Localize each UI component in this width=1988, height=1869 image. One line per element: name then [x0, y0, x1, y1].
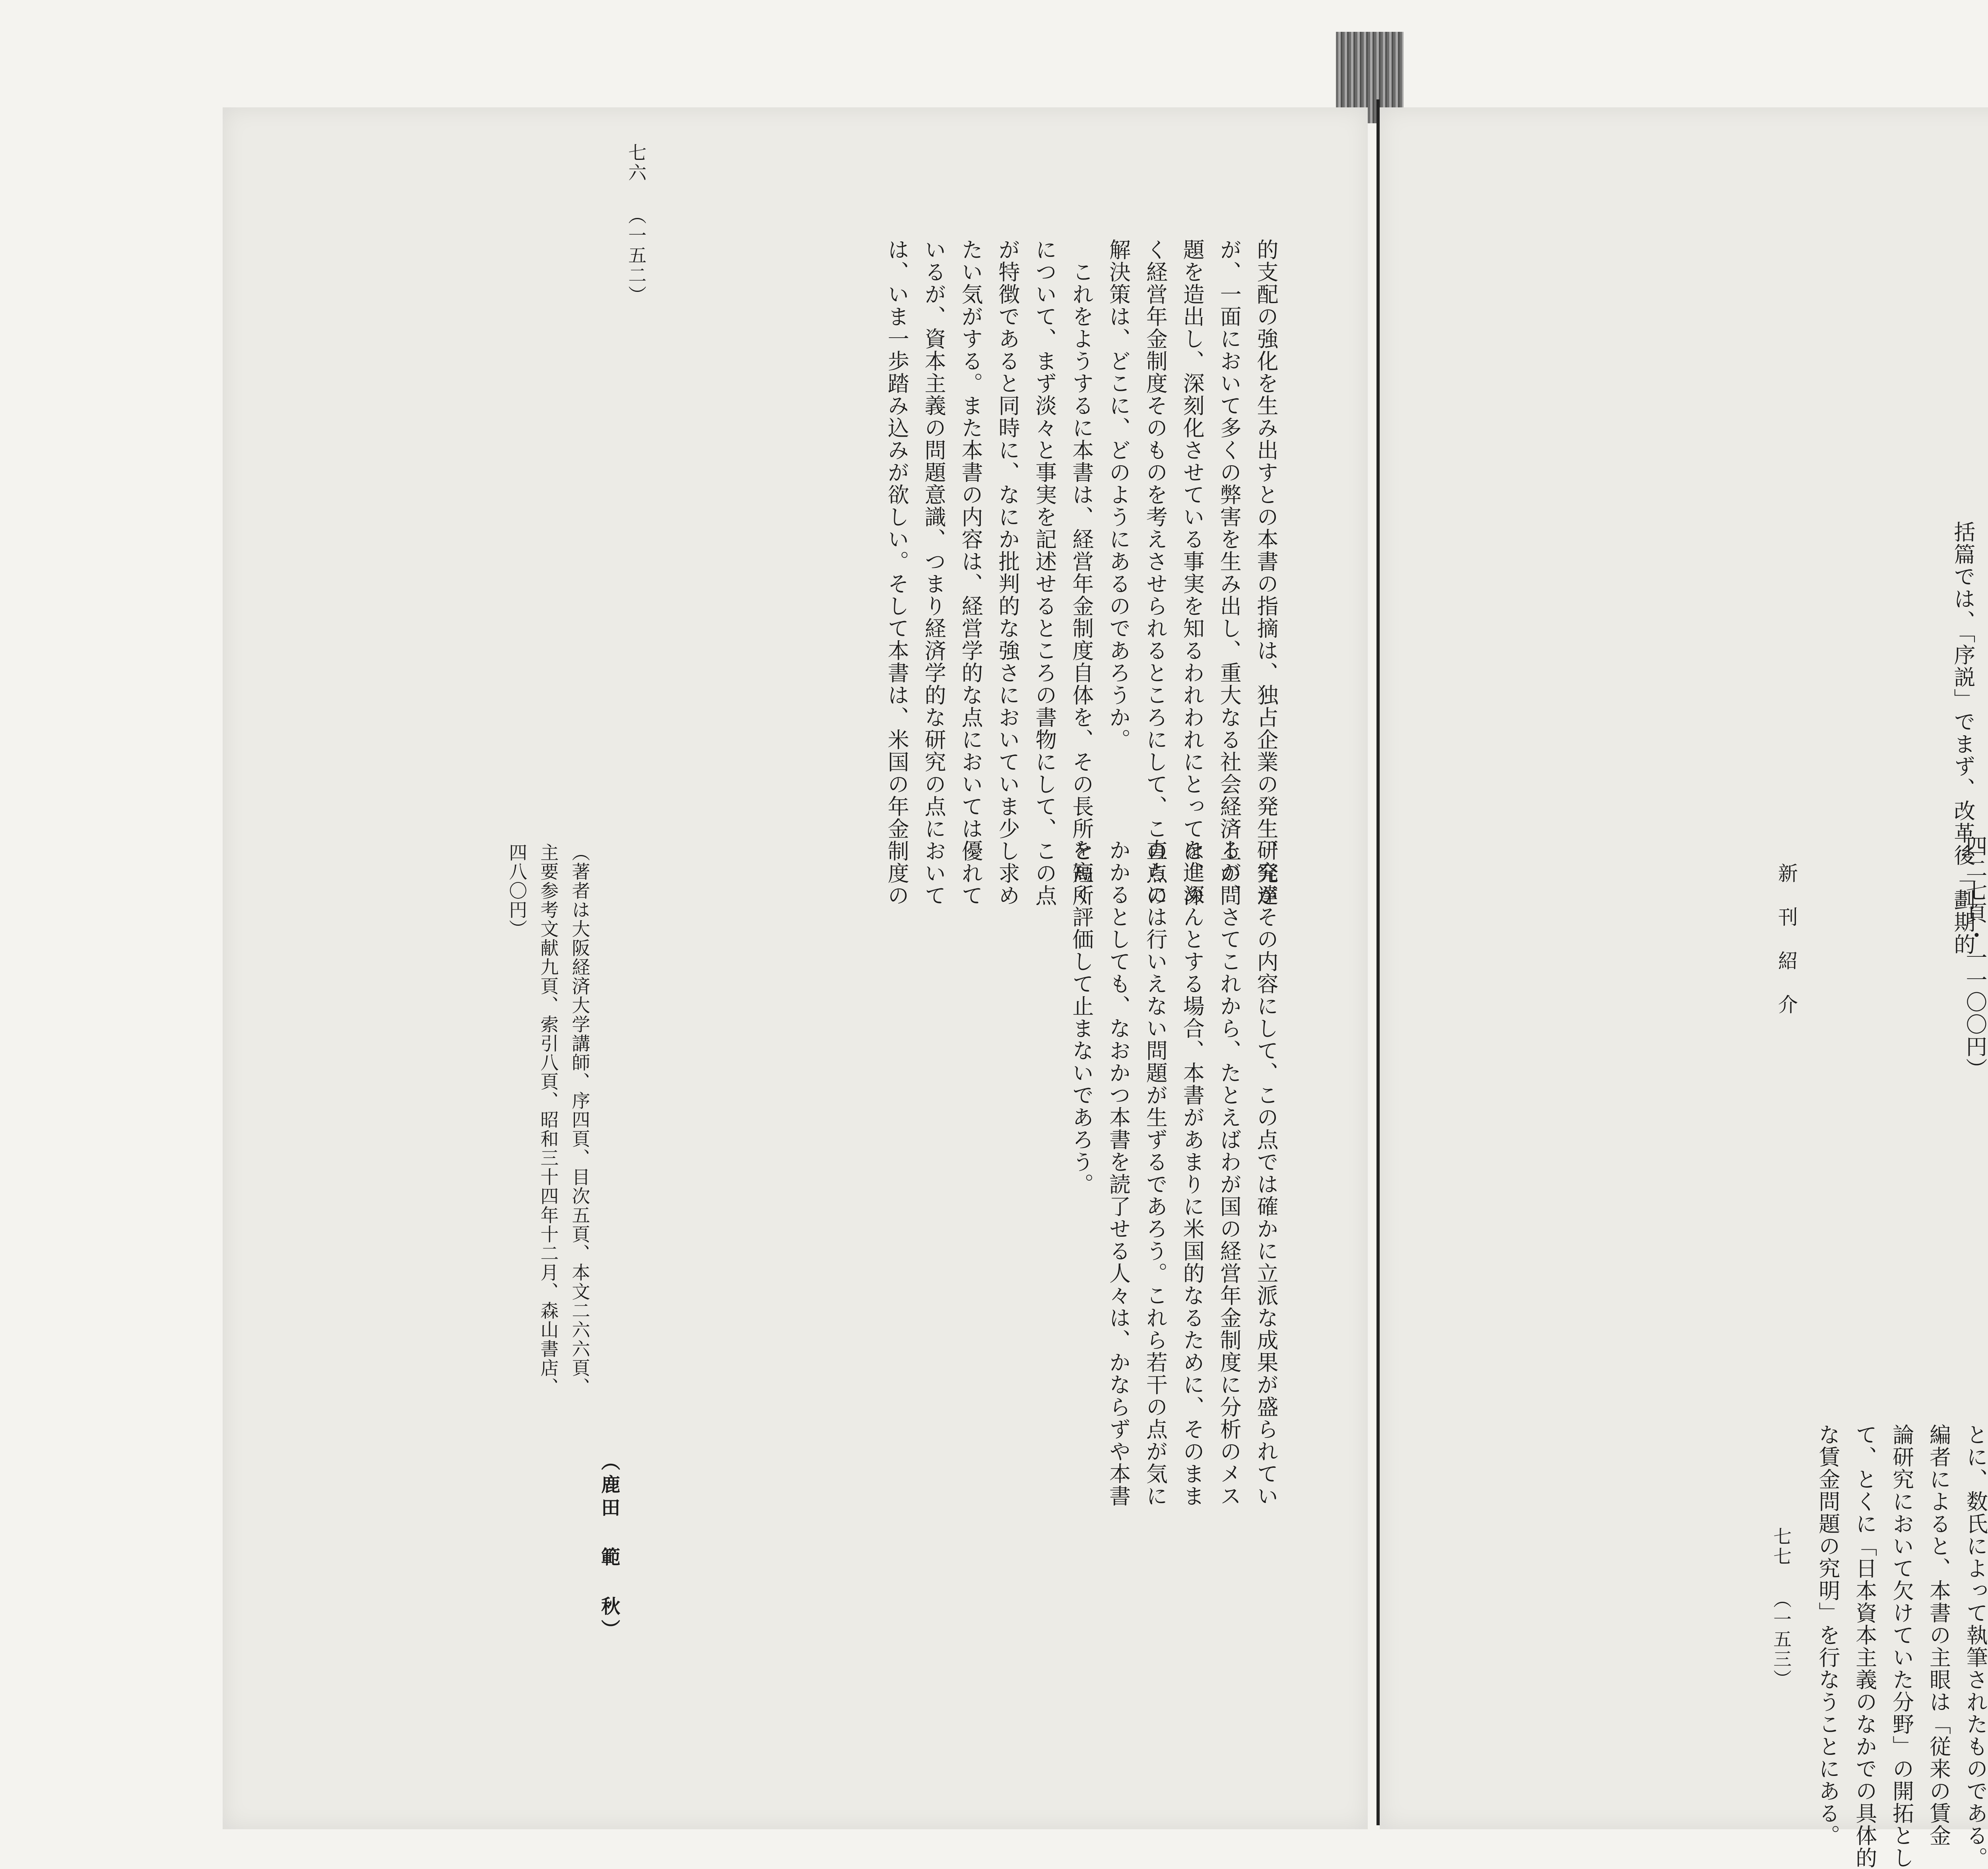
left-page	[223, 107, 1368, 1829]
gutter	[1376, 99, 1380, 1825]
right-page	[1380, 107, 1988, 1869]
page-number: 七七 （一五三）	[1771, 1527, 1792, 1689]
review2-body: とに、数氏によって執筆されたものである。 編者によると、本書の主眼は「従来の賃金 論研究において欠けていた分野」の開拓とし て、とくに「日本資本主義のなかでの具体的 な賃金問題の究明」を行なうことにある。	[1815, 1424, 1988, 1869]
review1-body-lower: 四二七頁・一一〇〇円）	[1962, 835, 1988, 1080]
book-reference: （著者は大阪経済大学講師、序四頁、目次五頁、本文二六六頁、 主要参考文献九頁、索引八頁、昭和三十四年十二月、森山書店、 四八〇円）	[506, 843, 591, 1397]
review-body-upper: 的支配の強化を生み出すとの本書の指摘は、独占企業の発生、発達 が、一面において多くの弊害を生み出し、重大なる社会経済上の問 題を造出し、深刻化させている事実を知るわれわれにとっては、深 く経営年金制度そのものを考えさせられるところにして、この点の 解決策は、どこに、どのようにあるのであろうか。 これをようするに本書は、経営年金制度自体を、その長所と短所 について、まず淡々と事実を記述せるところの書物にして、この点 が特徴であると同時に、なにか批判的な強さにおいていま少し求め たい気がする。また本書の内容は、経営学的な点においては優れて いるが、資本主義の問題意識、つまり経済学的な研究の点において は、いま一歩踏み込みが欲しい。そして本書は、米国の年金制度の	[884, 239, 1279, 907]
running-head: 新刊紹介	[1775, 863, 1798, 1038]
page-number: 七六 （一五二）	[625, 143, 647, 305]
reviewer-name: （鹿田 範 秋）	[598, 1451, 620, 1642]
review1-body-upper: 括篇では、「序説」でまず、改革後「劃期的	[1950, 521, 1976, 956]
review-body-lower: 研究がその内容にして、この点では確かに立派な成果が盛られてい るが、さてこれから、たとえばわが国の経営年金制度に分析のメス を進めんとする場合、本書があまりに米国的なるために、そのまま 直ちには行いえない問題が生ずるであろう。これら若干の点が気に かかるとしても、なおかつ本書を読了せる人々は、かならずや本書 を高く評価して止まないであろう。	[1069, 839, 1279, 1507]
